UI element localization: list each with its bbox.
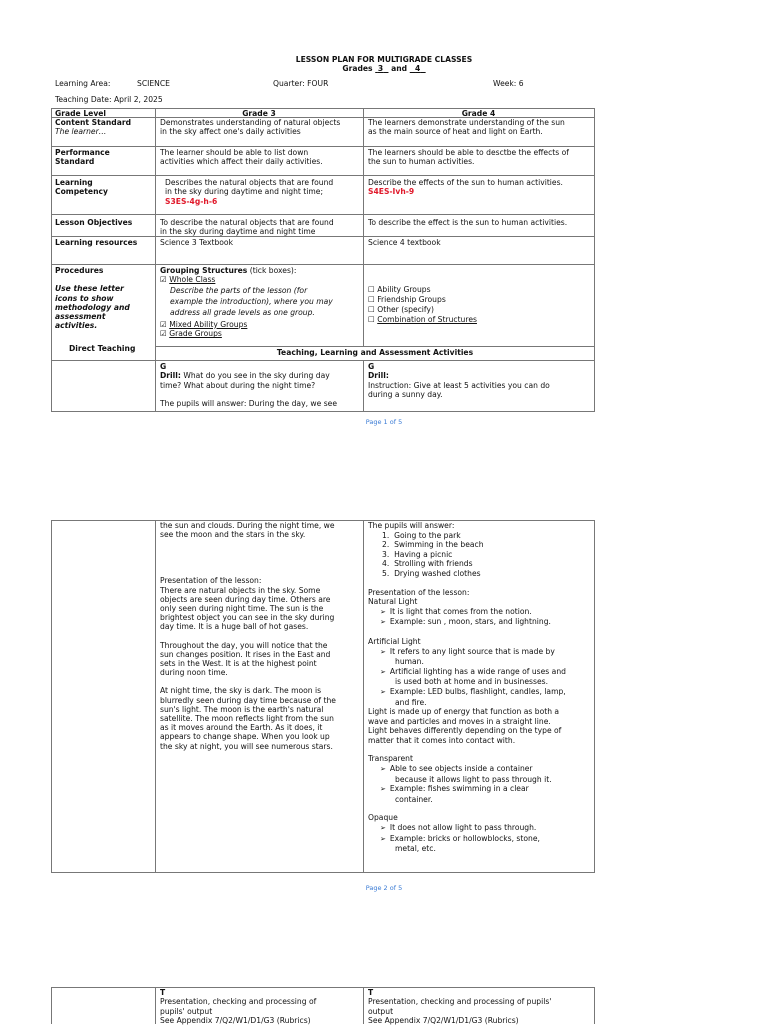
performance-standard-label: Performance Standard bbox=[55, 148, 110, 167]
procedures-label: Procedures Use these letter icons to show methodology and assessment activities. bbox=[55, 266, 130, 330]
whole-class-checkbox[interactable]: ☑ bbox=[160, 275, 167, 285]
combination-checkbox[interactable]: ☐ bbox=[368, 315, 375, 324]
lesson-objectives-label: Lesson Objectives bbox=[55, 218, 133, 227]
col-header-grade-3: Grade 3 bbox=[242, 109, 276, 118]
ability-groups-checkbox[interactable]: ☐ bbox=[368, 285, 375, 294]
content-standard-g4: The learners demonstrate understanding of the sun as the main source of heat and light on Earth. bbox=[368, 118, 565, 137]
procedures-note: Use these letter icons to show methodology and assessment activities. bbox=[55, 284, 130, 330]
competency-code-g4: S4ES-Ivh-9 bbox=[368, 187, 415, 197]
page3-g3: T Presentation, checking and processing of pupils' output See Appendix 7/Q2/W1/D1/G3 (Rubrics) bbox=[160, 988, 317, 1026]
whole-class-description: Describe the parts of the lesson (for example the introduction), where you may address all grade levels as one group. bbox=[170, 285, 333, 317]
tla-header: Teaching, Learning and Assessment Activities bbox=[276, 348, 474, 357]
learning-area-label: Learning Area: bbox=[55, 79, 111, 88]
combination-option[interactable]: ☐ Combination of Structures bbox=[368, 315, 477, 324]
ability-groups-option[interactable]: ☐ Ability Groups bbox=[368, 285, 431, 294]
competency-code-g3: S3ES-4g-h-6 bbox=[165, 196, 218, 206]
content-standard-g3: Demonstrates understanding of natural objects in the sky affect one's daily activities bbox=[160, 118, 341, 137]
teaching-date: Teaching Date: April 2, 2025 bbox=[55, 95, 163, 104]
content-standard-label: Content Standard The learner… bbox=[55, 118, 132, 137]
page-2-footer: Page 2 of 5 bbox=[365, 884, 403, 892]
other-checkbox[interactable]: ☐ bbox=[368, 305, 375, 314]
performance-standard-g4: The learners should be able to desctbe the effects of the sun to human activities. bbox=[368, 148, 569, 167]
list-item: 1. Going to the park bbox=[382, 530, 461, 540]
page-1-footer: Page 1 of 5 bbox=[365, 418, 403, 426]
performance-standard-g3: The learner should be able to list down activities which affect their daily activities. bbox=[160, 148, 323, 167]
drill-g3: G Drill: What do you see in the sky during day time? What about during the night time? The pupils will answer: During the day, we see bbox=[160, 362, 338, 409]
grade-groups-checkbox[interactable]: ☑ bbox=[160, 329, 167, 339]
lesson-plan-title: LESSON PLAN FOR MULTIGRADE CLASSES bbox=[295, 55, 473, 64]
grouping-options-right bbox=[368, 285, 477, 325]
col-header-grade-4: Grade 4 bbox=[461, 109, 496, 118]
other-option[interactable]: ☐ Other (specify) bbox=[368, 305, 434, 314]
mixed-ability-checkbox[interactable]: ☑ bbox=[160, 319, 167, 329]
learning-competency-g4: Describe the effects of the sun to human activities. S4ES-Ivh-9 bbox=[368, 178, 563, 197]
list-item: 5. Drying washed clothes bbox=[382, 568, 481, 578]
list-item: 2. Swimming in the beach bbox=[382, 540, 484, 550]
activity-list bbox=[368, 531, 566, 579]
g3-presentation-title: Presentation of the lesson: bbox=[160, 576, 262, 586]
direct-teaching-label: Direct Teaching bbox=[69, 344, 136, 353]
quarter: Quarter: FOUR bbox=[273, 79, 329, 88]
learning-area-value: SCIENCE bbox=[137, 79, 170, 88]
learning-competency-g3: Describes the natural objects that are found in the sky during daytime and night time; S3ES-4g-h-6 bbox=[165, 178, 334, 206]
learning-competency-label: Learning Competency bbox=[55, 178, 108, 197]
grades-line: Grades 3 and 4 bbox=[342, 64, 421, 73]
drill-g4: G Drill: Instruction: Give at least 5 activities you can do during a sunny day. bbox=[368, 362, 550, 400]
list-item: 4. Strolling with friends bbox=[382, 559, 473, 569]
grade-groups-option[interactable]: ☑ Grade Groups bbox=[160, 329, 222, 339]
lesson-objectives-g4: To describe the effect is the sun to human activities. bbox=[368, 218, 568, 227]
week: Week: 6 bbox=[493, 79, 524, 88]
col-header-grade-level: Grade Level bbox=[55, 109, 107, 118]
whole-class-option[interactable]: ☑ Whole Class bbox=[160, 275, 216, 285]
friendship-groups-option[interactable]: ☐ Friendship Groups bbox=[368, 295, 446, 304]
grouping-structures: Grouping Structures (tick boxes): ☑ Whole Class Describe the parts of the lesson (for example the introduction), where you may address all grade levels as one group. ☑ Mixed Ability Groups ☑ Grade Groups bbox=[160, 266, 333, 339]
lesson-objectives-g3: To describe the natural objects that are found in the sky during daytime and night time bbox=[160, 218, 334, 237]
list-item: 3. Having a picnic bbox=[382, 549, 453, 559]
learning-resources-g4: Science 4 textbook bbox=[368, 238, 441, 247]
mixed-ability-option[interactable]: ☑ Mixed Ability Groups bbox=[160, 319, 248, 329]
learning-resources-g3: Science 3 Textbook bbox=[160, 238, 233, 247]
page3-g4: T Presentation, checking and processing of pupils' output See Appendix 7/Q2/W1/D1/G3 (Rubrics) bbox=[368, 988, 552, 1026]
page2-g3-column: the sun and clouds. During the night time, we see the moon and the stars in the sky. Presentation of the lesson: There are natural objects in the sky. Some objects are seen during day time. Others are only seen during night time. The sun is the brightest object you can see in the sky during day time. It is a huge ball of hot gases. Throughout the day, you will notice that the sun changes position. It rises in the East and sets in the West. It is at the highest point during noon time. At night time, the sky is dark. The moon is blurredly seen during day time because of the sun's light. The moon is the earth's natural satellite. The moon reflects light from the sun as it moves around the Earth. As it does, it appears to change shape. When you look up the sky at night, you will see numerous stars. bbox=[160, 521, 336, 751]
page2-g4-column: The pupils will answer: 1. Going to the park 2. Swimming in the beach 3. Having a picnic 4. Strolling with friends 5. Drying washed clothes Presentation of the lesson: Natural Light ➢ It is light that comes from the notion. ➢ Example: sun , moon, stars, and lightning. Artificial Light ➢ It refers to any light source that is made by human. ➢ Artificial lighting has a wide range of uses and is used both at home and in businesses. ➢ Example: LED bulbs, flashlight, candles, lamp, and fire. Light is made up of energy that function as both a wave and particles and moves in a straight line. Light behaves differently depending on the type of matter that it comes into contact with. Transparent ➢ Able to see objects inside a container because it allows light to pass through it. ➢ Example: fishes swimming in a clear container. Opaque ➢ It does not allow light to pass through. ➢ Example: bricks or hollowblocks, stone, metal, etc. bbox=[368, 521, 566, 854]
learning-resources-label: Learning resources bbox=[55, 238, 138, 247]
friendship-groups-checkbox[interactable]: ☐ bbox=[368, 295, 375, 304]
